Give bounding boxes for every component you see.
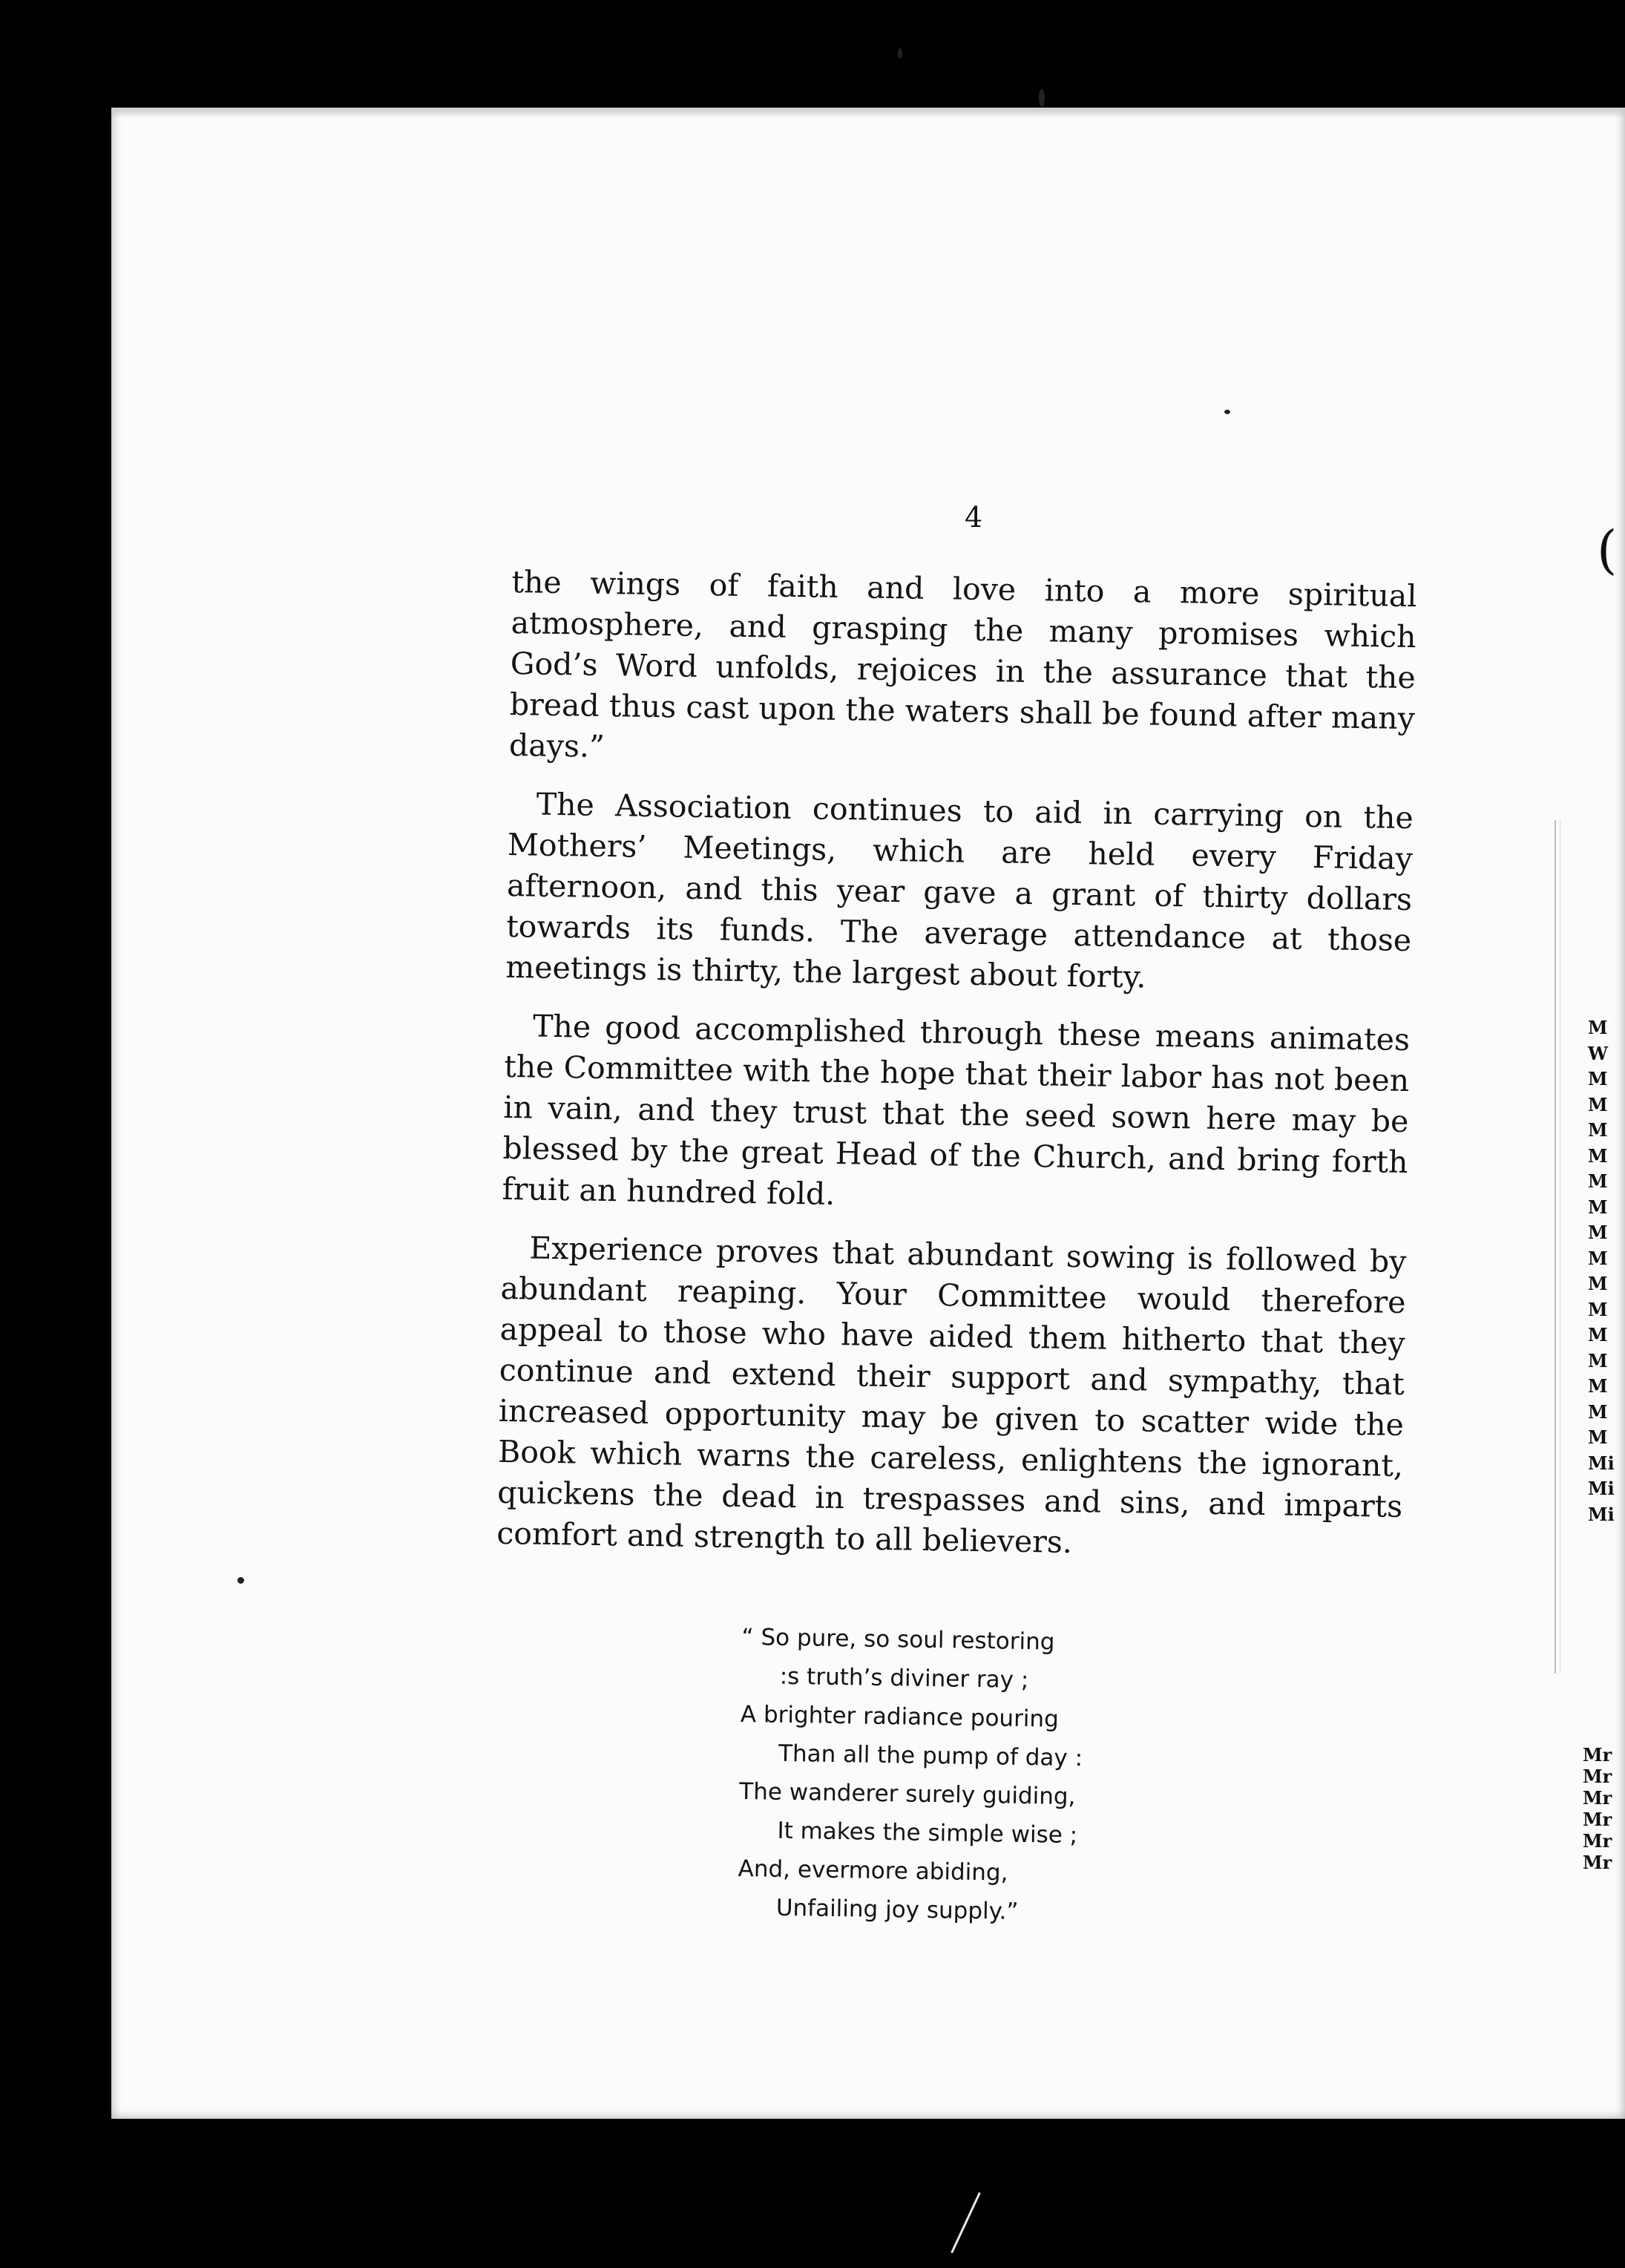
paragraph-appeal: Experience proves that abundant sowing is followed by abundant reaping. Your Committee would therefore appeal to those who have aided them hitherto that they continue and extend their support and sympathy, that increased opportunity may be given to scatter wide the Book which warns the careless, enlightens the ignorant, quickens the dead in trespasses and sins, and imparts comfort and strength to all believers. [496,1230,1407,1561]
poem-line: “ So pure, so soul restoring [741,1623,1055,1656]
adjacent-fragment: M [1588,1093,1608,1115]
adjacent-fragment: M [1588,1119,1608,1141]
adjacent-fragment: M [1588,1273,1608,1294]
adjacent-fragment: M [1588,1426,1608,1448]
poem-line: And, evermore abiding, [738,1855,1008,1887]
adjacent-fragment: M [1588,1017,1608,1038]
adjacent-fragment: M [1588,1324,1608,1346]
adjacent-page-lower-column [1583,1744,1612,1873]
paragraph-mothers-meetings: The Association continues to aid in carrying on the Mothers’ Meetings, which are held every Friday afternoon, and this year gave a grant of thirty dollars towards its funds. The average attendance at those meetings is thirty, the largest about forty. [505,786,1414,995]
adjacent-fragment: M [1588,1375,1608,1397]
adjacent-fragment: Mi [1588,1478,1615,1499]
scan-speck [237,1577,244,1584]
adjacent-fragment: W [1588,1042,1608,1064]
adjacent-fragment: M [1588,1222,1608,1243]
page-number: 4 [965,501,983,534]
closing-poem [737,1618,1084,1932]
adjacent-fragment: M [1588,1400,1608,1423]
paragraph-continuation: the wings of faith and love into a more spiritual atmosphere, and grasping the many promises which God’s Word unfolds, rejoices in the assurance that the bread thus cast upon the waters shall be found after many days.” [508,563,1417,764]
poem-line: :s truth’s diviner ray ; [779,1662,1029,1694]
adjacent-fragment: M [1588,1196,1608,1218]
scan-speck [951,2192,981,2254]
scan-speck [1039,89,1045,107]
scan-speck [1224,410,1230,414]
adjacent-page-paren: ( [1597,520,1618,580]
adjacent-fragment: M [1588,1349,1608,1371]
adjacent-fragment: Mi [1588,1503,1615,1525]
poem-line: Than all the pump of day : [778,1740,1083,1772]
poem-line: Unfailing joy supply.” [775,1894,1019,1925]
adjacent-fragment: M [1588,1247,1608,1269]
scan-speck [898,48,902,59]
adjacent-fragment: Mr [1583,1787,1612,1809]
adjacent-fragment: Mr [1583,1809,1612,1830]
adjacent-fragment: Mr [1583,1852,1612,1873]
adjacent-fragment: M [1588,1298,1608,1320]
adjacent-fragment: Mr [1583,1766,1612,1787]
poem-line: A brighter radiance pouring [740,1700,1060,1733]
poem-line: The wanderer surely guiding, [739,1777,1076,1811]
paragraph-good-accomplished: The good accomplished through these means animates the Committee with the hope that their labor has not been in vain, and they trust that the seed sown here may be blessed by the great Head of the Church, and bring forth fruit an hundred fold. [502,1008,1411,1212]
adjacent-page-column [1588,1015,1615,1527]
adjacent-fragment: M [1588,1144,1608,1167]
adjacent-fragment: Mr [1583,1744,1612,1766]
adjacent-fragment: M [1588,1170,1608,1192]
body-text [496,562,1417,1586]
adjacent-page-rule [1555,820,1560,1674]
adjacent-fragment: Mr [1583,1830,1612,1852]
poem-line: It makes the simple wise ; [777,1817,1078,1849]
adjacent-fragment: Mi [1588,1452,1615,1474]
document-page [111,108,1625,2119]
adjacent-fragment: M [1588,1068,1608,1089]
